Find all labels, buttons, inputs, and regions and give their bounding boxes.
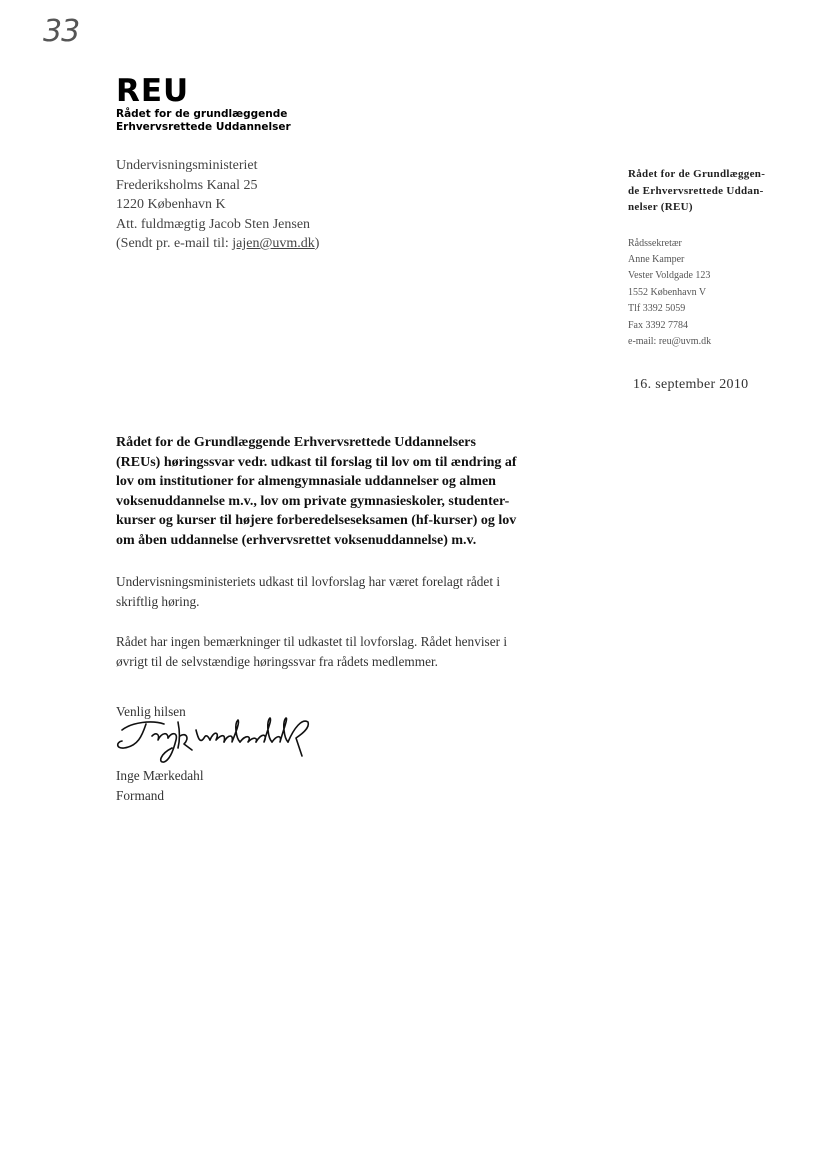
recipient-line: 1220 København K bbox=[116, 197, 226, 212]
sender-role: Rådssekretær bbox=[628, 237, 682, 249]
logo-mark: REU bbox=[116, 73, 190, 109]
subject-line: Rådet for de Grundlæggende Erhvervsrettede Uddannelsers bbox=[116, 435, 476, 450]
recipient-line: Att. fuldmægtig Jacob Sten Jensen bbox=[116, 216, 311, 232]
sender-street: Vester Voldgade 123 bbox=[628, 270, 711, 282]
signer-block bbox=[116, 766, 204, 805]
paragraph-line: Undervisningsministeriets udkast til lovforslag har været forelagt rådet i bbox=[116, 574, 501, 589]
sent-note-suffix: ) bbox=[314, 236, 320, 251]
sender-email: e-mail: reu@uvm.dk bbox=[628, 335, 712, 347]
body-paragraph-2 bbox=[116, 632, 586, 671]
sender-phone: Tlf 3392 5059 bbox=[628, 303, 686, 315]
sender-organization bbox=[628, 166, 798, 216]
paragraph-line: øvrigt til de selvstændige høringssvar fra rådets medlemmer. bbox=[116, 653, 439, 669]
recipient-email-link[interactable]: jajen@uvm.dk bbox=[232, 236, 315, 251]
recipient-line: Frederiksholms Kanal 25 bbox=[116, 177, 258, 193]
sender-org-line: nelser (REU) bbox=[628, 201, 693, 213]
logo-subtitle-line2: Erhvervsrettede Uddannelser bbox=[116, 121, 291, 133]
subject-line: voksenuddannelse m.v., lov om private gymnasieskoler, studenter- bbox=[116, 493, 510, 509]
recipient-line: Undervisningsministeriet bbox=[116, 158, 258, 173]
closing-greeting: Venlig hilsen bbox=[116, 704, 186, 719]
recipient-line bbox=[116, 234, 319, 254]
signer-name: Inge Mærkedahl bbox=[116, 768, 204, 783]
recipient-address bbox=[116, 156, 319, 254]
handwritten-page-number: 33 bbox=[43, 14, 80, 49]
subject-line: lov om institutioner for almengymnasiale uddannelser og almen bbox=[116, 474, 496, 489]
paragraph-line: skriftlig høring. bbox=[116, 593, 200, 609]
signer-title: Formand bbox=[116, 787, 165, 803]
sender-org-line: Rådet for de Grundlæggen- bbox=[628, 168, 766, 180]
sent-note-prefix: (Sendt pr. e-mail til: bbox=[116, 236, 233, 251]
handwritten-signature bbox=[112, 708, 322, 766]
letter-subject bbox=[116, 433, 586, 550]
subject-line: (REUs) høringssvar vedr. udkast til forslag til lov om til ændring af bbox=[116, 454, 517, 470]
logo-subtitle-line1: Rådet for de grundlæggende bbox=[116, 108, 288, 120]
reu-logo bbox=[116, 74, 291, 134]
letter-date: 16. september 2010 bbox=[633, 377, 749, 392]
body-paragraph-1 bbox=[116, 572, 586, 611]
sender-org-line: de Erhvervsrettede Uddan- bbox=[628, 184, 764, 197]
sender-fax: Fax 3392 7784 bbox=[628, 319, 688, 331]
paragraph-line: Rådet har ingen bemærkninger til udkastet til lovforslag. Rådet henviser i bbox=[116, 634, 508, 649]
sender-details bbox=[628, 236, 798, 351]
sender-block bbox=[628, 166, 798, 350]
sender-city: 1552 København V bbox=[628, 286, 707, 298]
sender-name: Anne Kamper bbox=[628, 253, 685, 265]
subject-line: kurser og kurser til højere forberedelseseksamen (hf-kurser) og lov bbox=[116, 513, 517, 528]
subject-line: om åben uddannelse (erhvervsrettet voksenuddannelse) m.v. bbox=[116, 532, 477, 548]
